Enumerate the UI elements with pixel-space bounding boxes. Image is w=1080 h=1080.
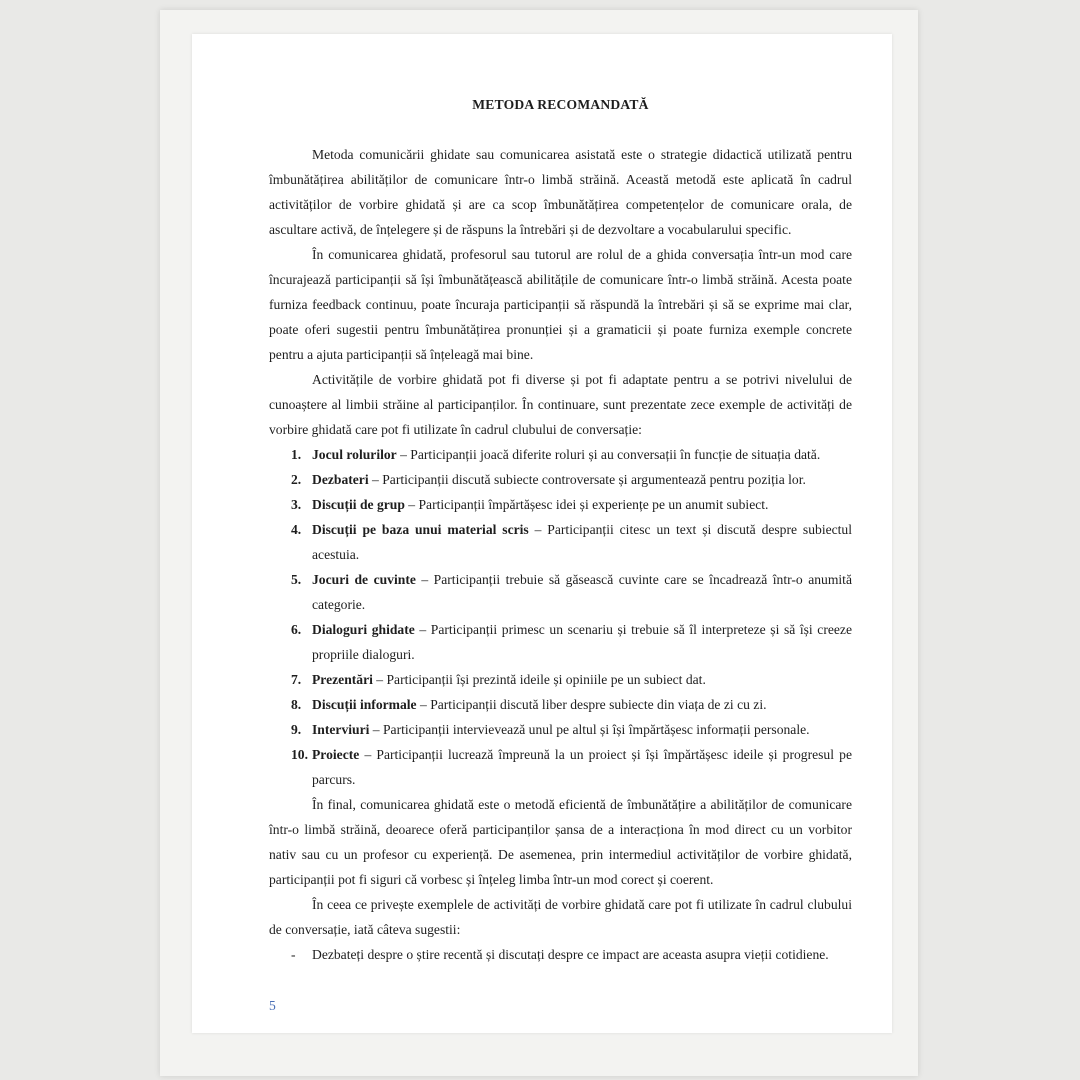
list-item-number: 7. <box>291 672 302 687</box>
list-item-text: Dezbateți despre o știre recentă și discutați despre ce impact are aceasta asupra vieții cotidiene. <box>312 947 829 962</box>
list-item-term: Jocuri de cuvinte <box>312 572 416 587</box>
document-title: METODA RECOMANDATĂ <box>472 97 649 112</box>
list-item-number: 6. <box>291 622 302 637</box>
list-item-number: 2. <box>291 472 302 487</box>
list-item-number: 4. <box>291 522 302 537</box>
list-item-description: – Participanții citesc un text și discută despre subiectul acestuia. <box>312 522 853 562</box>
list-item-number: 1. <box>291 447 302 462</box>
list-item <box>269 467 852 492</box>
list-item-description: – Participanții își prezintă ideile și opiniile pe un subiect dat. <box>372 672 706 687</box>
list-item-description: – Participanții primesc un scenariu și trebuie să îl interpreteze și să își creeze propriile dialoguri. <box>312 622 852 662</box>
list-item-term: Dezbateri <box>312 472 369 487</box>
list-item <box>269 517 852 567</box>
document-page <box>192 34 892 1033</box>
list-item-description: – Participanții joacă diferite roluri și au conversații în funcție de situația dată. <box>396 447 821 462</box>
list-item <box>269 692 852 717</box>
list-item-term: Jocul rolurilor <box>312 447 397 462</box>
suggestions-list <box>269 942 852 967</box>
list-item-description: – Participanții lucrează împreună la un proiect și își împărtășesc ideile și progresul pe parcurs. <box>312 747 852 787</box>
paragraph-suggestions-intro: În ceea ce privește exemplele de activități de vorbire ghidată care pot fi utilizate în cadrul clubului de conversație, iată câteva sugestii: <box>269 897 852 937</box>
list-item-term: Discuții pe baza unui material scris <box>312 522 529 537</box>
paragraph-conclusion: În final, comunicarea ghidată este o metodă eficientă de îmbunătățire a abilităților de comunicare într-o limbă străină, deoarece oferă participanților șansa de a interacționa în mod direct cu un vorbitor nativ sau cu un profesor cu experiență. De asemenea, prin intermediul activităților de vorbire ghidată, participanții pot fi siguri că vorbesc și înțeleg limba într-un mod corect și coerent. <box>269 797 852 887</box>
list-item-number: 5. <box>291 572 302 587</box>
paragraph-intro: Metoda comunicării ghidate sau comunicarea asistată este o strategie didactică utilizată pentru îmbunătățirea abilităților de comunicare într-o limbă străină. Această metodă este aplicată în cadrul activităților de vorbire ghidată și are ca scop îmbunătățirea competențelor de comunicare orala, de ascultare activă, de înțelegere și de răspuns la întrebări și de dezvoltare a vocabularului specific. <box>269 147 852 237</box>
list-item <box>269 617 852 667</box>
paragraph-activities-intro: Activitățile de vorbire ghidată pot fi diverse și pot fi adaptate pentru a se potrivi nivelului de cunoaștere al limbii străine al participanților. În continuare, sunt prezentate zece exemple de activități de vorbire ghidată care pot fi utilizate în cadrul clubului de conversație: <box>269 372 852 437</box>
list-item-description: – Participanții împărtășesc idei și experiențe pe un anumit subiect. <box>404 497 769 512</box>
list-item <box>269 942 852 967</box>
page-number: 5 <box>269 998 276 1013</box>
list-item-description: – Participanții discută subiecte controversate și argumentează pentru poziția lor. <box>368 472 806 487</box>
list-item <box>269 667 852 692</box>
list-item <box>269 717 852 742</box>
list-item <box>269 492 852 517</box>
list-item-description: – Participanții discută liber despre subiecte din viața de zi cu zi. <box>416 697 767 712</box>
list-item-number: 10. <box>291 747 308 762</box>
list-item <box>269 742 852 792</box>
list-item-term: Proiecte <box>312 747 360 762</box>
list-item-description: – Participanții intervievează unul pe altul și își împărtășesc informații personale. <box>369 722 810 737</box>
list-item-term: Discuții de grup <box>312 497 405 512</box>
list-item <box>269 567 852 617</box>
list-item <box>269 442 852 467</box>
activities-list <box>269 442 852 792</box>
list-item-number: 8. <box>291 697 302 712</box>
list-item-term: Dialoguri ghidate <box>312 622 415 637</box>
list-item-marker: - <box>291 947 296 962</box>
list-item-term: Prezentări <box>312 672 373 687</box>
paragraph-guided-communication: În comunicarea ghidată, profesorul sau tutorul are rolul de a ghida conversația într-un mod care încurajează participanții să își îmbunătățească abilitățile de comunicare într-o limbă străină. Acesta poate furniza feedback continuu, poate încuraja participanții să răspundă la întrebări și să se exprime mai clar, poate oferi sugestii pentru îmbunătățirea pronunției și a gramaticii și poate furniza exemple concrete pentru a ajuta participanții să înțeleagă mai bine. <box>269 247 852 362</box>
page-content <box>269 92 852 967</box>
list-item-term: Discuții informale <box>312 697 417 712</box>
list-item-term: Interviuri <box>312 722 370 737</box>
list-item-description: – Participanții trebuie să găsească cuvinte care se încadrează într-o anumită categorie. <box>312 572 852 612</box>
list-item-number: 3. <box>291 497 302 512</box>
list-item-number: 9. <box>291 722 302 737</box>
